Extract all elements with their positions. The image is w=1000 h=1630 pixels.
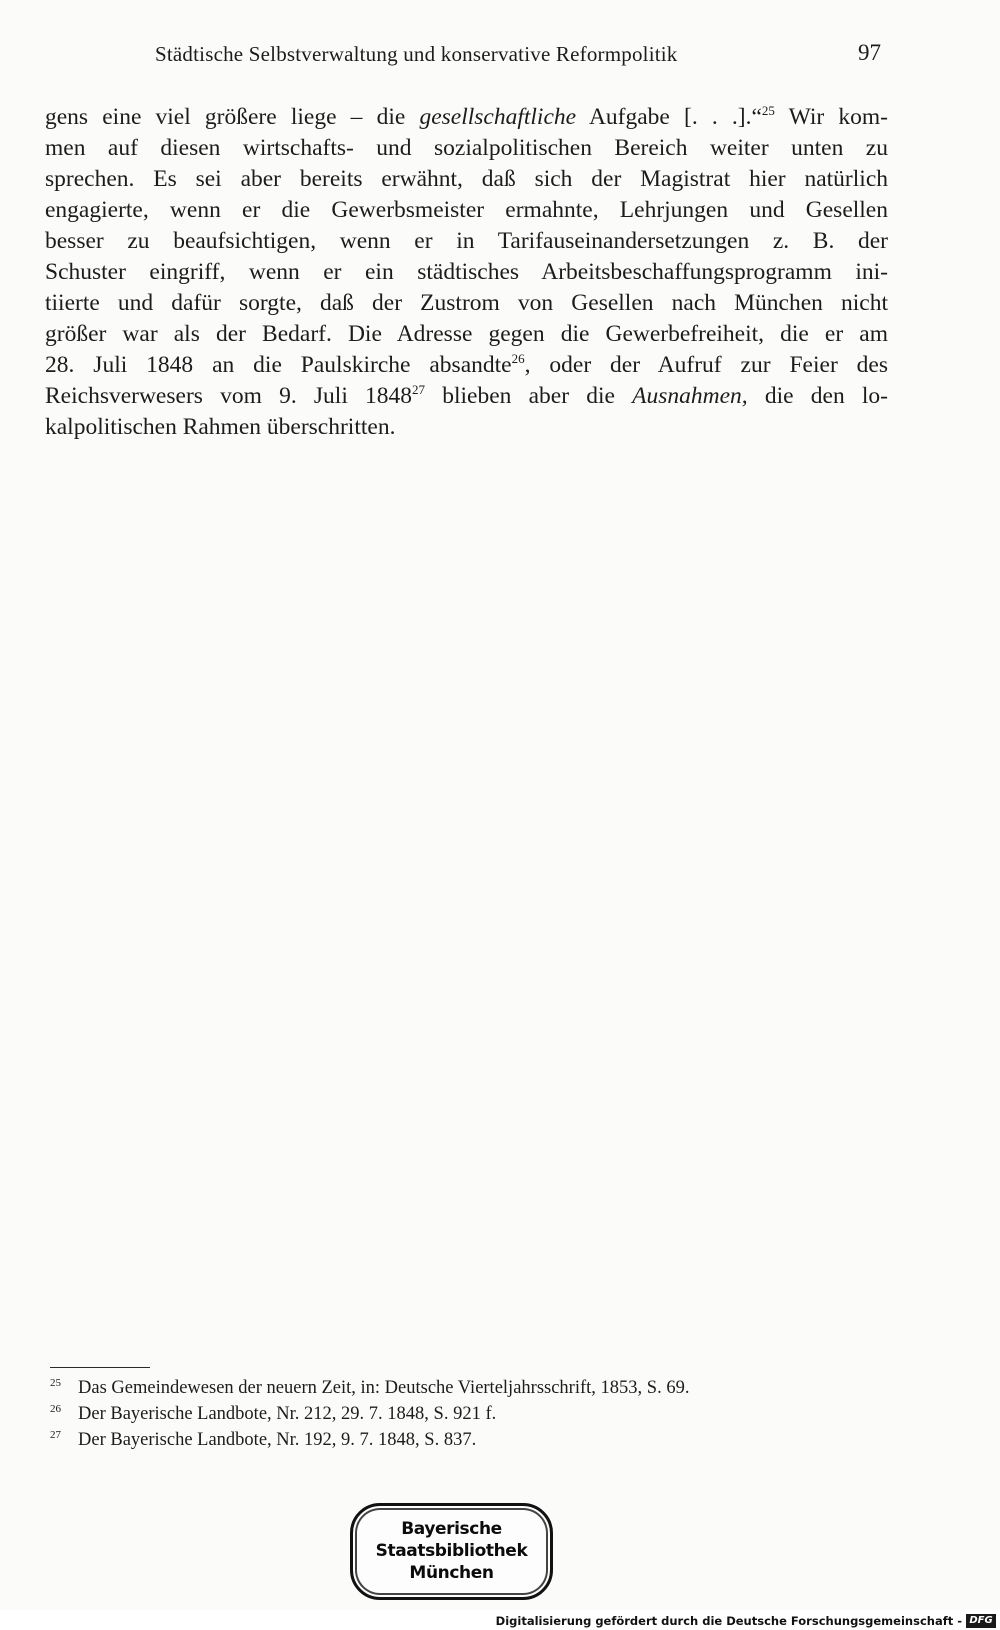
body-line-2: men auf diesen wirtschafts- und sozialpolitischen Bereich weiter unten zu <box>45 135 888 161</box>
body-line-3: sprechen. Es sei aber bereits erwähnt, daß sich der Magistrat hier natürlich <box>45 166 888 192</box>
body-line-9 <box>45 350 888 381</box>
stamp-line-1: Bayerische <box>401 1519 502 1539</box>
body-line-7: tiierte und dafür sorgte, daß der Zustrom von Gesellen nach München nicht <box>45 290 888 316</box>
body-line-5: besser zu beaufsichtigen, wenn er in Tarifauseinandersetzungen z. B. der <box>45 228 888 254</box>
library-stamp <box>350 1503 553 1600</box>
body-paragraph <box>45 102 888 443</box>
footnotes <box>50 1375 870 1453</box>
footnote-divider <box>50 1367 150 1368</box>
footnote-ref-26: 26 <box>511 351 525 366</box>
footnote-ref-27: 27 <box>412 382 426 397</box>
footnote-ref-25: 25 <box>761 103 775 118</box>
footnote-number: 26 <box>50 1403 61 1415</box>
stamp-line-2: Staatsbibliothek <box>375 1541 528 1561</box>
footnote-27 <box>50 1427 870 1453</box>
footnote-26 <box>50 1401 870 1427</box>
text-run: die den lo- <box>747 383 888 409</box>
body-line-4: engagierte, wenn er die Gewerbsmeister ermahnte, Lehrjungen und Gesellen <box>45 197 888 223</box>
text-run: Aufgabe [. . .].“ <box>576 104 762 130</box>
text-run: , oder der Aufruf zur Feier des <box>524 352 889 378</box>
running-head: Städtische Selbstverwaltung und konservative Reformpolitik <box>155 42 678 66</box>
stamp-line-3: München <box>409 1563 494 1583</box>
text-run: Wir kom- <box>774 104 888 130</box>
stamp-text <box>353 1518 550 1584</box>
body-line-1 <box>45 102 888 133</box>
page-number: 97 <box>858 40 881 65</box>
italic-run: gesellschaftliche <box>419 104 577 130</box>
text-run: blieben aber die <box>425 383 633 409</box>
text-run: Reichsverwesers vom 9. Juli 1848 <box>45 383 413 409</box>
italic-run: Ausnahmen, <box>632 383 748 409</box>
digitization-credit: Digitalisierung gefördert durch die Deutsche Forschungsgemeinschaft - <box>495 1614 962 1628</box>
footnote-25 <box>50 1375 870 1401</box>
body-line-6: Schuster eingriff, wenn er ein städtisches Arbeitsbeschaffungsprogramm ini- <box>45 259 888 285</box>
footnote-text: Das Gemeindewesen der neuern Zeit, in: Deutsche Vierteljahrsschrift, 1853, S. 69. <box>78 1378 690 1398</box>
body-line-11: kalpolitischen Rahmen überschritten. <box>45 414 396 440</box>
body-line-8: größer war als der Bedarf. Die Adresse gegen die Gewerbefreiheit, die er am <box>45 321 888 347</box>
footnote-number: 25 <box>50 1377 61 1389</box>
dfg-logo-icon: DFG <box>966 1614 996 1628</box>
text-run: 28. Juli 1848 an die Paulskirche absandte <box>45 352 512 378</box>
footnote-text: Der Bayerische Landbote, Nr. 192, 9. 7. 1848, S. 837. <box>78 1430 477 1450</box>
footnote-text: Der Bayerische Landbote, Nr. 212, 29. 7. 1848, S. 921 f. <box>78 1404 497 1424</box>
body-line-10 <box>45 381 888 412</box>
text-run: gens eine viel größere liege – die <box>45 104 420 130</box>
footnote-number: 27 <box>50 1429 61 1441</box>
digitization-bar <box>0 1610 1000 1630</box>
